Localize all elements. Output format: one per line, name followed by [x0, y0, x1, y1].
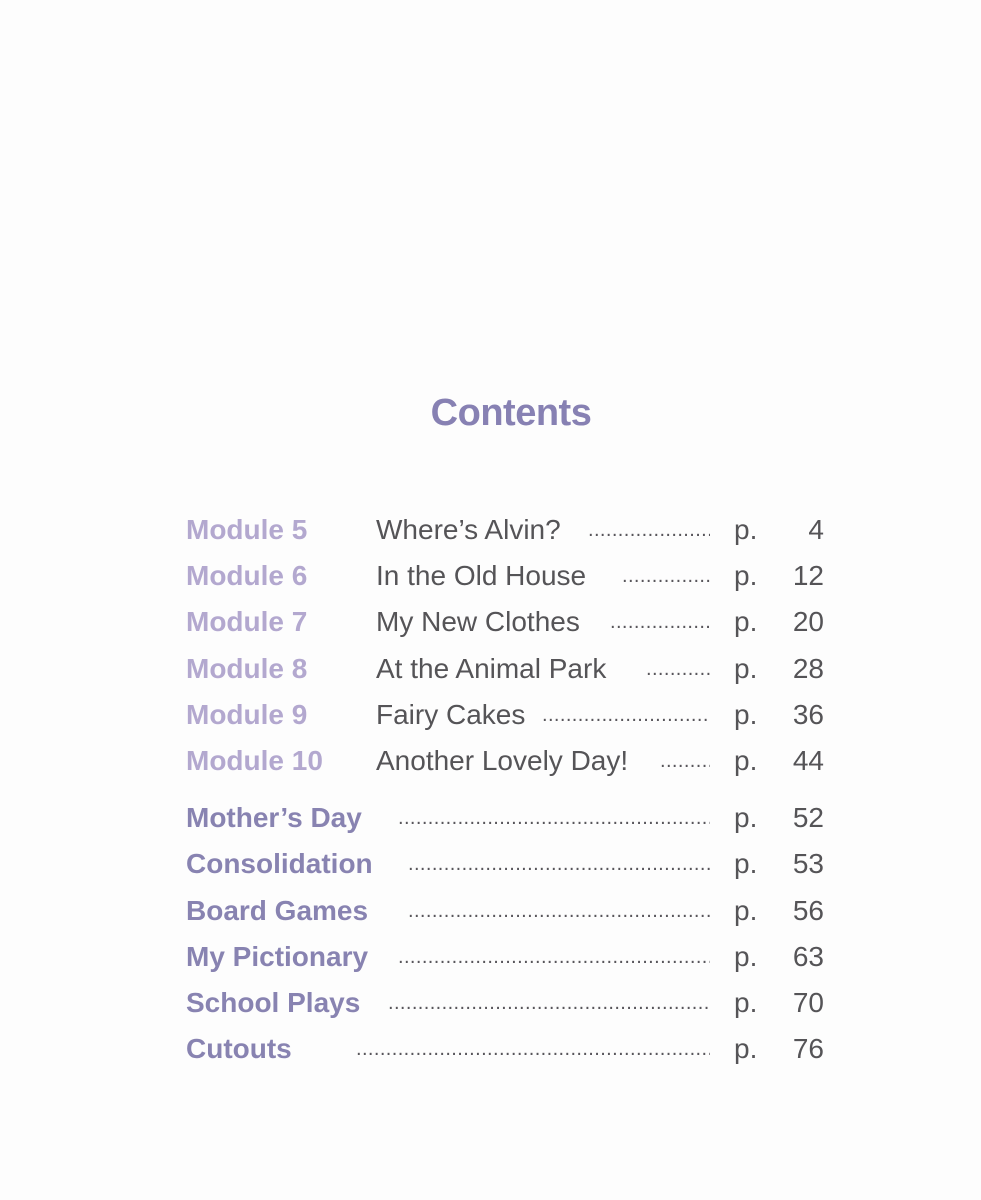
section-label: Board Games: [186, 894, 369, 926]
toc-row-school-plays[interactable]: [186, 980, 826, 1026]
module-label: Module 6: [186, 560, 308, 592]
leader-dots: [622, 553, 710, 599]
leader-dots: [408, 888, 710, 934]
toc-row-my-pictionary[interactable]: [186, 934, 826, 980]
leader-dots: [388, 980, 710, 1026]
page-number: 44: [792, 744, 824, 776]
page-number: 56: [792, 894, 824, 926]
page-prefix: p.: [734, 802, 758, 834]
module-title: Fairy Cakes: [376, 698, 526, 730]
toc-row-cutouts[interactable]: [186, 1026, 826, 1072]
page-prefix: p.: [734, 940, 758, 972]
module-title: Where’s Alvin?: [376, 514, 561, 545]
toc-row-consolidation[interactable]: [186, 841, 826, 887]
leader-dots: [646, 646, 710, 692]
toc-row-module-5[interactable]: [186, 507, 826, 553]
section-label: My Pictionary: [186, 940, 369, 972]
page-prefix: p.: [734, 1033, 758, 1065]
toc-row-module-9[interactable]: [186, 692, 826, 738]
leader-dots: [398, 934, 710, 980]
toc-row-module-7[interactable]: [186, 599, 826, 645]
page-number: 28: [792, 652, 824, 684]
toc-row-mothers-day[interactable]: [186, 795, 826, 841]
page-number: 70: [792, 986, 824, 1018]
section-label: Consolidation: [186, 848, 373, 880]
toc-row-board-games[interactable]: [186, 888, 826, 934]
page-prefix: p.: [734, 514, 758, 545]
module-title: Another Lovely Day!: [376, 744, 629, 776]
module-title: At the Animal Park: [376, 652, 607, 684]
toc-row-module-10[interactable]: [186, 738, 826, 784]
leader-dots: [408, 841, 710, 887]
module-title: My New Clothes: [376, 606, 580, 638]
page-number: 52: [792, 802, 824, 834]
page-prefix: p.: [734, 698, 758, 730]
page-prefix: p.: [734, 848, 758, 880]
page-number: 76: [792, 1033, 824, 1065]
page-prefix: p.: [734, 560, 758, 592]
page-prefix: p.: [734, 744, 758, 776]
section-gap: [186, 784, 826, 795]
leader-dots: [588, 507, 710, 553]
section-label: Cutouts: [186, 1033, 292, 1065]
table-of-contents: [186, 507, 826, 1072]
page-number: 12: [792, 560, 824, 592]
page-prefix: p.: [734, 652, 758, 684]
section-label: School Plays: [186, 986, 361, 1018]
module-label: Module 10: [186, 744, 323, 776]
module-label: Module 5: [186, 514, 308, 545]
page-title: Contents: [430, 392, 592, 434]
toc-row-module-8[interactable]: [186, 646, 826, 692]
leader-dots: [542, 692, 710, 738]
section-label: Mother’s Day: [186, 802, 362, 834]
leader-dots: [398, 795, 710, 841]
page-number: 63: [792, 940, 824, 972]
module-label: Module 8: [186, 652, 308, 684]
module-label: Module 7: [186, 606, 308, 638]
page-number: 20: [792, 606, 824, 638]
page-number: 4: [808, 514, 824, 545]
leader-dots: [610, 599, 710, 645]
module-label: Module 9: [186, 698, 308, 730]
toc-row-module-6[interactable]: [186, 553, 826, 599]
page-prefix: p.: [734, 894, 758, 926]
page-prefix: p.: [734, 986, 758, 1018]
module-title: In the Old House: [376, 560, 587, 592]
leader-dots: [660, 738, 710, 784]
page-number: 53: [792, 848, 824, 880]
leader-dots: [356, 1026, 710, 1072]
page-prefix: p.: [734, 606, 758, 638]
page-number: 36: [792, 698, 824, 730]
